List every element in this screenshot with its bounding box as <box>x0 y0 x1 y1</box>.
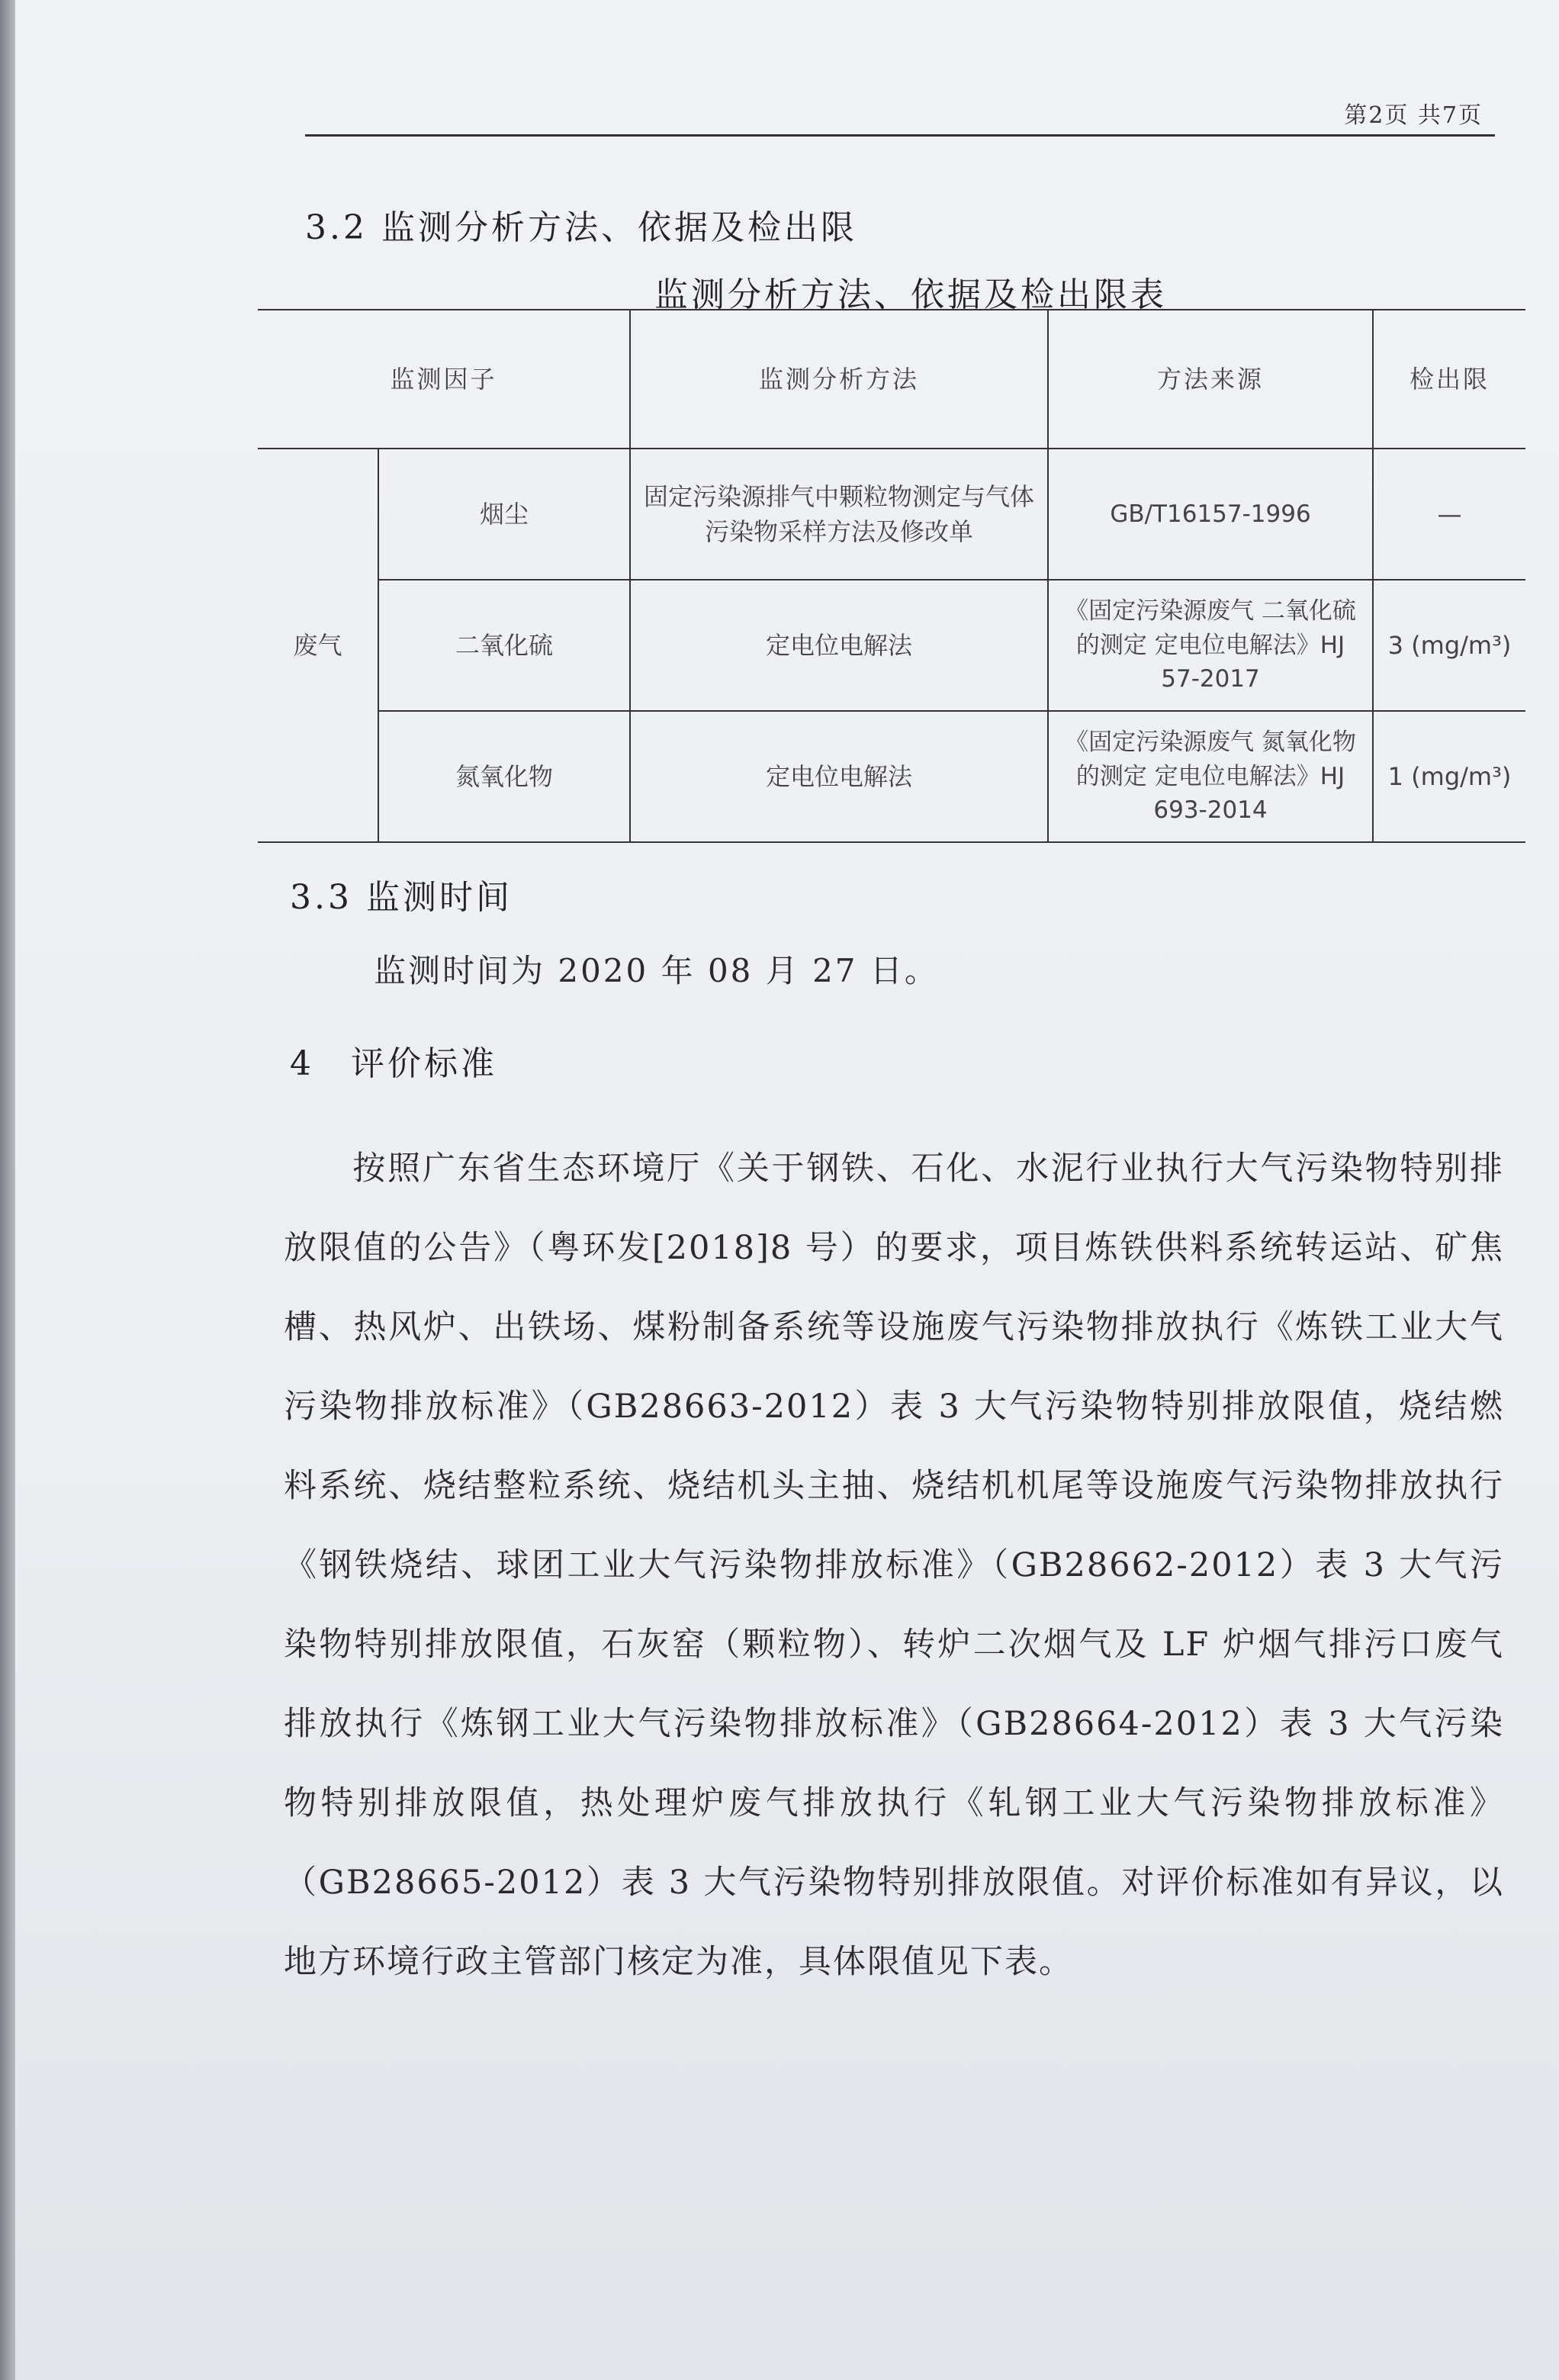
header-factor: 监测因子 <box>258 310 630 449</box>
header-limit: 检出限 <box>1373 310 1525 449</box>
source-cell: 《固定污染源废气 二氧化硫的测定 定电位电解法》HJ 57-2017 <box>1048 580 1373 711</box>
limit-cell: 3 (mg/m³) <box>1373 580 1525 711</box>
monitoring-time-text: 监测时间为 2020 年 08 月 27 日。 <box>374 952 939 989</box>
section-3-2-heading: 3.2 监测分析方法、依据及检出限 <box>305 208 857 247</box>
source-cell: GB/T16157-1996 <box>1048 449 1373 580</box>
section-4-title: 评价标准 <box>351 1044 497 1083</box>
page-number-info: 第2页 共7页 <box>1344 102 1483 129</box>
limit-cell: 1 (mg/m³) <box>1373 711 1525 842</box>
method-table <box>258 309 1525 843</box>
factor-cell: 氮氧化物 <box>378 711 630 842</box>
section-4-heading <box>290 1036 497 1085</box>
table-row <box>258 580 1525 711</box>
method-cell: 定电位电解法 <box>630 580 1048 711</box>
table-title: 监测分析方法、依据及检出限表 <box>654 275 1167 314</box>
factor-cell: 二氧化硫 <box>378 580 630 711</box>
method-cell: 定电位电解法 <box>630 711 1048 842</box>
table-row <box>258 711 1525 842</box>
section-3-3-heading: 3.3 监测时间 <box>290 878 513 917</box>
factor-cell: 烟尘 <box>378 449 630 580</box>
limit-cell: — <box>1373 449 1525 580</box>
evaluation-standard-paragraph: 按照广东省生态环境厅《关于钢铁、石化、水泥行业执行大气污染物特别排放限值的公告》（粤环发[2018]8 号）的要求，项目炼铁供料系统转运站、矿焦槽、热风炉、出铁场、煤粉制备系统等设施废气污染物排放执行《炼铁工业大气污染物排放标准》（GB28663-2012）表 3 大气污染物特别排放限值，烧结燃料系统、烧结整粒系统、烧结机头主抽、烧结机机尾等设施废气污染物排放执行《钢铁烧结、球团工业大气污染物排放标准》（GB28662-2012）表 3 大气污染物特别排放限值，石灰窑（颗粒物）、转炉二次烟气及 LF 炉烟气排污口废气排放执行《炼钢工业大气污染物排放标准》（GB28664-2012）表 3 大气污染物特别排放限值，热处理炉废气排放执行《轧钢工业大气污染物排放标准》（GB28665-2012）表 3 大气污染物特别排放限值。对评价标准如有异议，以地方环境行政主管部门核定为准，具体限值见下表。 <box>284 1150 1504 1981</box>
group-label-waste-gas: 废气 <box>258 449 378 842</box>
page-shadow-edge <box>0 0 15 2380</box>
header-rule <box>305 134 1495 137</box>
method-cell: 固定污染源排气中颗粒物测定与气体污染物采样方法及修改单 <box>630 449 1048 580</box>
section-4-number: 4 <box>290 1044 314 1083</box>
header-source: 方法来源 <box>1048 310 1373 449</box>
table-header-row <box>258 310 1525 449</box>
source-cell: 《固定污染源废气 氮氧化物的测定 定电位电解法》HJ 693-2014 <box>1048 711 1373 842</box>
header-method: 监测分析方法 <box>630 310 1048 449</box>
document-page <box>15 0 1559 2380</box>
table-row <box>258 449 1525 580</box>
